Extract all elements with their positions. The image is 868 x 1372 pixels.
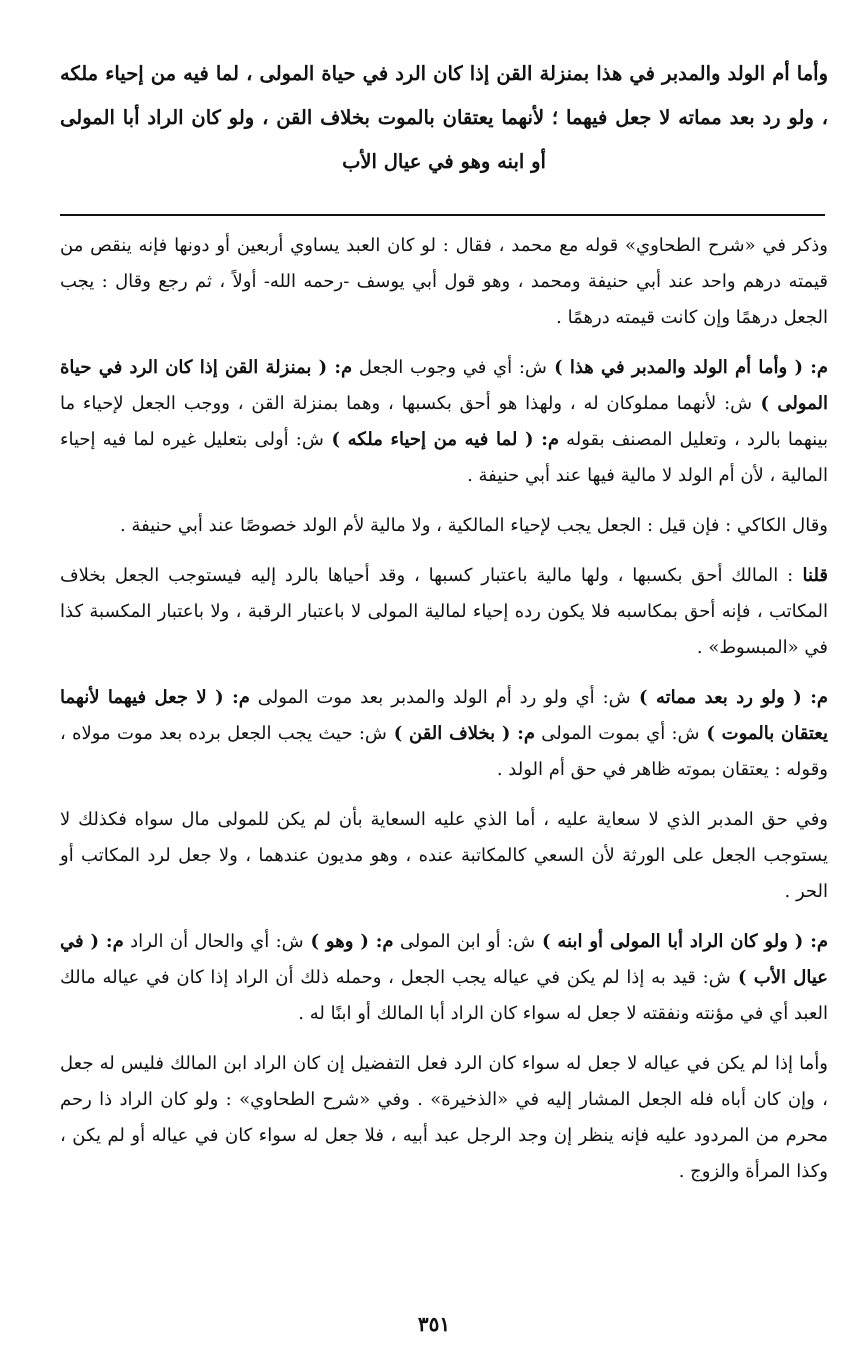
paragraph-7 [60,924,828,1032]
matn-quote: م: ( ولو كان الراد أبا المولى أو ابنه ) [535,931,828,952]
sharh-text: ش: أولى بتعليل غيره لما فيه إحياء المالية ، لأن أم الولد لا مالية فيها عند أبي حنيفة . [60,429,828,486]
answer-keyword: قلنا [793,565,829,586]
page-number: ٣٥١ [417,1312,451,1336]
matn-text: وأما أم الولد والمدبر في هذا بمنزلة القن إذا كان الرد في حياة المولى ، لما فيه من إحياء ملكه ، ولو رد بعد مماته لا جعل فيهما ؛ لأنهما يعتقان بالموت بخلاف القن ، ولو كان الراد أبا المولى أو ابنه وهو في عيال الأب [60,62,828,173]
sharh-text: ش: أي في وجوب الجعل [352,357,547,378]
matn-quote: م: ( لما فيه من إحياء ملكه ) [323,429,559,450]
matn-quote: م: ( وأما أم الولد والمدبر في هذا ) [546,357,829,378]
paragraph-8: وأما إذا لم يكن في عياله لا جعل له سواء كان الرد فعل التفضيل إن كان الراد ابن المالك فليس له جعل ، وإن كان أباه فله الجعل المشار إليه في «الذخيرة» . وفي «شرح الطحاوي» : ولو كان الراد ذا رحم محرم من المردود عليه فإنه ينظر إن وجد الرجل عبد أبيه ، فلا جعل له سواء كان في عياله أو لم يكن ، وكذا المرأة والزوج . [60,1053,828,1182]
answer-text: : المالك أحق بكسبها ، ولها مالية باعتبار كسبها ، وقد أحياها بالرد إليه فيستوجب الجعل بخلاف المكاتب ، فإنه أحق بمكاسبه فلا يكون رده إحياء لمالية المولى لا باعتبار الرقبة ، ولا باعتبار المكسبة كذا في «المبسوط» . [60,565,828,658]
paragraph-4 [60,558,828,666]
matn-quote: م: ( ولو رد بعد مماته ) [630,687,828,708]
sharh-text: ش: لأنهما مملوكان له ، ولهذا هو أحق بكسبها ، وهما بمنزلة القن ، ووجب الجعل لإحياء ما بينهما بالرد ، وتعليل المصنف بقوله [60,393,828,450]
sharh-text: ش: أو ابن المولى [393,931,536,952]
sharh-text: ش: قيد به إذا لم يكن في عياله يجب الجعل ، وحمله ذلك أن الراد إذا كان في عياله مالك العبد أي في مؤنته ونفقته لا جعل له سواء كان الراد أبا المالك أو ابنًا له . [60,967,828,1024]
sharh-text: ش: أي والحال أن الراد [123,931,304,952]
paragraph-2 [60,350,828,494]
paragraph-3: وقال الكاكي : فإن قيل : الجعل يجب لإحياء المالكية ، ولا مالية لأم الولد خصوصًا عند أبي حنيفة . [119,515,828,536]
matn-quote: م: ( لا جعل فيهما لأنهما يعتقان بالموت ) [60,687,828,744]
paragraph-5 [60,680,828,788]
matn-quote: م: ( بخلاف القن ) [386,723,536,744]
sharh-text: ش: أي بموت المولى [535,723,700,744]
paragraph-6: وفي حق المدبر الذي لا سعاية عليه ، أما الذي عليه السعاية بأن لم يكن للمولى مال سواه فكذلك لا يستوجب الجعل على الورثة لأن السعي كالمكاتبة عنده ، وهو مديون عندهما ، ولا جعل لرد المكاتب أو الحر . [60,809,828,902]
sharh-text: ش: حيث يجب الجعل برده بعد موت مولاه ، وقوله : يعتقان بموته ظاهر في حق أم الولد . [60,723,828,780]
matn-quote: م: ( وهو ) [303,931,394,952]
sharh-text: ش: أي ولو رد أم الولد والمدبر بعد موت المولى [249,687,631,708]
paragraph-1: وذكر في «شرح الطحاوي» قوله مع محمد ، فقال : لو كان العبد يساوي أربعين أو دونها فإنه ينقص من قيمته درهم واحد عند أبي حنيفة ومحمد ، وهو قول أبي يوسف -رحمه الله- أولاً ، ثم رجع وقال : يجب الجعل درهمًا وإن كانت قيمته درهمًا . [60,235,828,328]
divider-line [60,214,825,216]
matn-quote: م: ( في عيال الأب ) [60,931,829,988]
matn-quote: م: ( بمنزلة القن إذا كان الرد في حياة المولى ) [60,357,828,414]
